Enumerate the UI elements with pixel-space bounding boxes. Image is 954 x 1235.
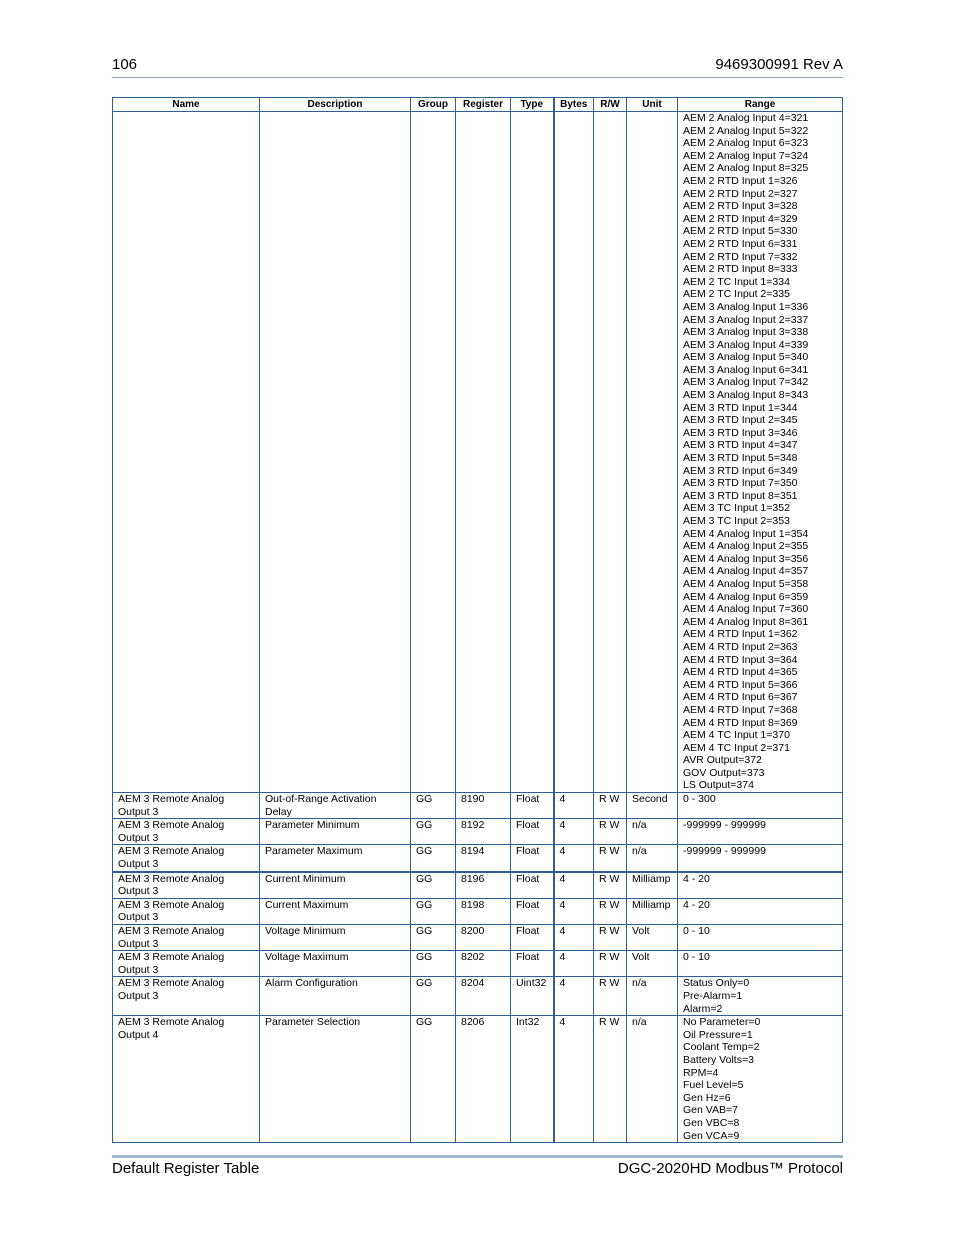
column-header: Unit xyxy=(627,98,678,112)
range-line: AEM 3 RTD Input 3=346 xyxy=(683,426,798,439)
cell-name: AEM 3 Remote Analog Output 3 xyxy=(113,898,260,924)
range-line: AEM 3 RTD Input 7=350 xyxy=(683,477,798,490)
cell-group: GG xyxy=(411,793,456,819)
cell-description: Parameter Minimum xyxy=(260,819,411,845)
cell-range xyxy=(678,1016,843,1143)
range-line: 0 - 10 xyxy=(683,951,710,964)
range-line: AEM 3 Analog Input 7=342 xyxy=(683,376,809,389)
cell-description: Voltage Maximum xyxy=(260,951,411,977)
table-cell xyxy=(554,112,594,793)
range-line: AEM 2 Analog Input 7=324 xyxy=(683,149,809,162)
cell-description: Current Minimum xyxy=(260,872,411,899)
range-line: -999999 - 999999 xyxy=(683,819,766,832)
range-line: 4 - 20 xyxy=(683,872,710,885)
cell-type: Int32 xyxy=(511,1016,554,1143)
cell-group: GG xyxy=(411,1016,456,1143)
cell-description: Out-of-Range Activation Delay xyxy=(260,793,411,819)
range-line: AEM 2 RTD Input 4=329 xyxy=(683,212,798,225)
page-header xyxy=(112,56,843,78)
range-line: AEM 4 TC Input 1=370 xyxy=(683,729,790,742)
cell-bytes: 4 xyxy=(554,872,594,899)
document-number: 9469300991 Rev A xyxy=(715,56,843,73)
range-line: No Parameter=0 xyxy=(683,1016,761,1029)
cell-type: Float xyxy=(511,925,554,951)
column-header: Description xyxy=(260,98,411,112)
table-row xyxy=(113,819,843,845)
range-line: AEM 4 Analog Input 1=354 xyxy=(683,527,809,540)
range-line: AEM 4 Analog Input 2=355 xyxy=(683,540,809,553)
cell-name: AEM 3 Remote Analog Output 3 xyxy=(113,925,260,951)
range-line: Fuel Level=5 xyxy=(683,1079,744,1092)
cell-rw: R W xyxy=(594,898,627,924)
range-line: AEM 4 RTD Input 7=368 xyxy=(683,703,798,716)
range-line: Status Only=0 xyxy=(683,977,750,990)
range-line: AEM 3 Analog Input 1=336 xyxy=(683,300,809,313)
cell-bytes: 4 xyxy=(554,1016,594,1143)
cell-rw: R W xyxy=(594,819,627,845)
table-cell xyxy=(627,112,678,793)
cell-rw: R W xyxy=(594,977,627,1016)
cell-type: Float xyxy=(511,872,554,899)
table-row xyxy=(113,951,843,977)
range-line: AEM 3 RTD Input 2=345 xyxy=(683,414,798,427)
range-line: AVR Output=372 xyxy=(683,754,762,767)
table-row-continued xyxy=(113,112,843,793)
range-line: AEM 4 Analog Input 4=357 xyxy=(683,565,809,578)
column-header: Name xyxy=(113,98,260,112)
cell-name: AEM 3 Remote Analog Output 3 xyxy=(113,819,260,845)
range-line: Oil Pressure=1 xyxy=(683,1028,753,1041)
cell-range xyxy=(678,845,843,872)
range-line: AEM 2 RTD Input 8=333 xyxy=(683,263,798,276)
cell-register: 8204 xyxy=(456,977,511,1016)
cell-bytes: 4 xyxy=(554,977,594,1016)
range-line: AEM 2 Analog Input 6=323 xyxy=(683,137,809,150)
range-line: AEM 4 RTD Input 3=364 xyxy=(683,653,798,666)
range-line: AEM 2 RTD Input 5=330 xyxy=(683,225,798,238)
column-header: Bytes xyxy=(554,98,594,112)
cell-rw: R W xyxy=(594,872,627,899)
cell-rw: R W xyxy=(594,845,627,872)
range-line: GOV Output=373 xyxy=(683,766,765,779)
cell-name: AEM 3 Remote Analog Output 3 xyxy=(113,845,260,872)
range-line: Pre-Alarm=1 xyxy=(683,989,743,1002)
range-line: AEM 4 Analog Input 5=358 xyxy=(683,577,809,590)
range-line: AEM 2 Analog Input 4=321 xyxy=(683,112,809,124)
cell-type: Float xyxy=(511,845,554,872)
cell-bytes: 4 xyxy=(554,898,594,924)
cell-register: 8200 xyxy=(456,925,511,951)
range-line: AEM 3 Analog Input 8=343 xyxy=(683,389,809,402)
cell-name: AEM 3 Remote Analog Output 3 xyxy=(113,977,260,1016)
range-cell xyxy=(678,112,843,793)
cell-range xyxy=(678,793,843,819)
cell-type: Float xyxy=(511,951,554,977)
cell-group: GG xyxy=(411,898,456,924)
cell-rw: R W xyxy=(594,1016,627,1143)
range-line: AEM 4 RTD Input 6=367 xyxy=(683,691,798,704)
table-row xyxy=(113,898,843,924)
range-line: AEM 4 RTD Input 8=369 xyxy=(683,716,798,729)
cell-type: Float xyxy=(511,819,554,845)
range-line: 0 - 10 xyxy=(683,925,710,937)
header-rule xyxy=(112,77,843,78)
cell-unit: n/a xyxy=(627,977,678,1016)
cell-type: Uint32 xyxy=(511,977,554,1016)
cell-description: Current Maximum xyxy=(260,898,411,924)
range-line: AEM 3 TC Input 2=353 xyxy=(683,515,790,527)
table-cell xyxy=(456,112,511,793)
column-header: R/W xyxy=(594,98,627,112)
cell-group: GG xyxy=(411,845,456,872)
column-header: Range xyxy=(678,98,843,112)
cell-range xyxy=(678,819,843,845)
cell-unit: Second xyxy=(627,793,678,819)
cell-group: GG xyxy=(411,977,456,1016)
range-line: RPM=4 xyxy=(683,1066,719,1079)
table-cell xyxy=(113,112,260,793)
table-cell xyxy=(260,112,411,793)
table-row xyxy=(113,872,843,899)
column-header: Register xyxy=(456,98,511,112)
cell-group: GG xyxy=(411,872,456,899)
range-line: AEM 4 RTD Input 2=363 xyxy=(683,640,798,653)
range-line: AEM 3 Analog Input 6=341 xyxy=(683,363,809,376)
cell-register: 8190 xyxy=(456,793,511,819)
cell-unit: Volt xyxy=(627,951,678,977)
range-line: AEM 3 Analog Input 3=338 xyxy=(683,326,809,339)
cell-unit: Milliamp xyxy=(627,898,678,924)
table-cell xyxy=(511,112,554,793)
range-line: AEM 4 Analog Input 3=356 xyxy=(683,552,809,565)
cell-register: 8192 xyxy=(456,819,511,845)
cell-register: 8206 xyxy=(456,1016,511,1143)
range-line: AEM 2 Analog Input 5=322 xyxy=(683,124,809,137)
range-line: AEM 3 Analog Input 2=337 xyxy=(683,313,809,326)
cell-group: GG xyxy=(411,951,456,977)
range-line: AEM 4 Analog Input 6=359 xyxy=(683,590,809,603)
cell-description: Alarm Configuration xyxy=(260,977,411,1016)
cell-description: Voltage Minimum xyxy=(260,925,411,951)
table-row xyxy=(113,793,843,819)
table-row xyxy=(113,845,843,872)
range-line: AEM 2 RTD Input 7=332 xyxy=(683,250,798,263)
footer-document-title: DGC-2020HD Modbus™ Protocol xyxy=(617,1160,843,1177)
cell-unit: Volt xyxy=(627,925,678,951)
cell-group: GG xyxy=(411,925,456,951)
cell-rw: R W xyxy=(594,925,627,951)
page-footer xyxy=(112,1160,843,1182)
range-line: AEM 4 RTD Input 5=366 xyxy=(683,678,798,691)
range-line: AEM 3 RTD Input 1=344 xyxy=(683,401,798,414)
footer-rule xyxy=(112,1155,843,1158)
register-table xyxy=(112,97,843,1143)
cell-register: 8194 xyxy=(456,845,511,872)
range-line: AEM 4 TC Input 2=371 xyxy=(683,741,790,754)
cell-name: AEM 3 Remote Analog Output 3 xyxy=(113,872,260,899)
range-line: LS Output=374 xyxy=(683,779,754,792)
cell-range xyxy=(678,977,843,1016)
cell-register: 8202 xyxy=(456,951,511,977)
cell-range xyxy=(678,872,843,899)
range-line: AEM 3 Analog Input 5=340 xyxy=(683,351,809,364)
column-header: Type xyxy=(511,98,554,112)
cell-group: GG xyxy=(411,819,456,845)
cell-unit: n/a xyxy=(627,845,678,872)
range-line: AEM 2 TC Input 1=334 xyxy=(683,275,790,288)
range-line: Battery Volts=3 xyxy=(683,1053,754,1066)
cell-register: 8198 xyxy=(456,898,511,924)
cell-bytes: 4 xyxy=(554,925,594,951)
range-line: AEM 3 RTD Input 5=348 xyxy=(683,452,798,465)
range-line: AEM 4 Analog Input 8=361 xyxy=(683,615,809,628)
cell-name: AEM 3 Remote Analog Output 4 xyxy=(113,1016,260,1143)
range-line: 0 - 300 xyxy=(683,793,716,806)
cell-unit: Milliamp xyxy=(627,872,678,899)
range-line: AEM 3 RTD Input 4=347 xyxy=(683,439,798,452)
cell-bytes: 4 xyxy=(554,951,594,977)
range-line: Gen VAB=7 xyxy=(683,1104,738,1117)
range-line: AEM 3 RTD Input 6=349 xyxy=(683,464,798,477)
range-line: AEM 4 RTD Input 1=362 xyxy=(683,628,798,641)
range-line: AEM 4 RTD Input 4=365 xyxy=(683,666,798,679)
range-line: AEM 2 Analog Input 8=325 xyxy=(683,162,809,175)
range-line: AEM 2 RTD Input 3=328 xyxy=(683,200,798,213)
cell-range xyxy=(678,925,843,951)
table-cell xyxy=(411,112,456,793)
cell-bytes: 4 xyxy=(554,845,594,872)
cell-type: Float xyxy=(511,793,554,819)
range-line: Gen VBC=8 xyxy=(683,1116,740,1129)
table-row xyxy=(113,1016,843,1143)
cell-name: AEM 3 Remote Analog Output 3 xyxy=(113,951,260,977)
range-line: 4 - 20 xyxy=(683,898,710,911)
range-line: AEM 3 RTD Input 8=351 xyxy=(683,489,798,502)
range-line: AEM 2 TC Input 2=335 xyxy=(683,288,790,301)
cell-range xyxy=(678,951,843,977)
table-row xyxy=(113,977,843,1016)
range-line: Gen Hz=6 xyxy=(683,1091,731,1104)
table-header-row xyxy=(113,98,843,112)
cell-bytes: 4 xyxy=(554,819,594,845)
cell-unit: n/a xyxy=(627,819,678,845)
range-line: AEM 2 RTD Input 1=326 xyxy=(683,174,798,187)
range-line: Coolant Temp=2 xyxy=(683,1041,760,1054)
cell-register: 8196 xyxy=(456,872,511,899)
cell-bytes: 4 xyxy=(554,793,594,819)
cell-range xyxy=(678,898,843,924)
cell-description: Parameter Selection xyxy=(260,1016,411,1143)
cell-type: Float xyxy=(511,898,554,924)
cell-description: Parameter Maximum xyxy=(260,845,411,872)
cell-name: AEM 3 Remote Analog Output 3 xyxy=(113,793,260,819)
range-line: Alarm=2 xyxy=(683,1002,723,1015)
cell-unit: n/a xyxy=(627,1016,678,1143)
range-line: AEM 2 RTD Input 2=327 xyxy=(683,187,798,200)
table-row xyxy=(113,925,843,951)
cell-rw: R W xyxy=(594,951,627,977)
page-number: 106 xyxy=(112,56,138,73)
column-header: Group xyxy=(411,98,456,112)
cell-rw: R W xyxy=(594,793,627,819)
range-line: Gen VCA=9 xyxy=(683,1129,740,1142)
table-cell xyxy=(594,112,627,793)
range-line: AEM 4 Analog Input 7=360 xyxy=(683,603,809,616)
footer-section-title: Default Register Table xyxy=(112,1160,260,1177)
range-line: AEM 2 RTD Input 6=331 xyxy=(683,237,798,250)
range-line: AEM 3 Analog Input 4=339 xyxy=(683,338,809,351)
range-line: AEM 3 TC Input 1=352 xyxy=(683,502,790,515)
range-line: -999999 - 999999 xyxy=(683,845,766,858)
